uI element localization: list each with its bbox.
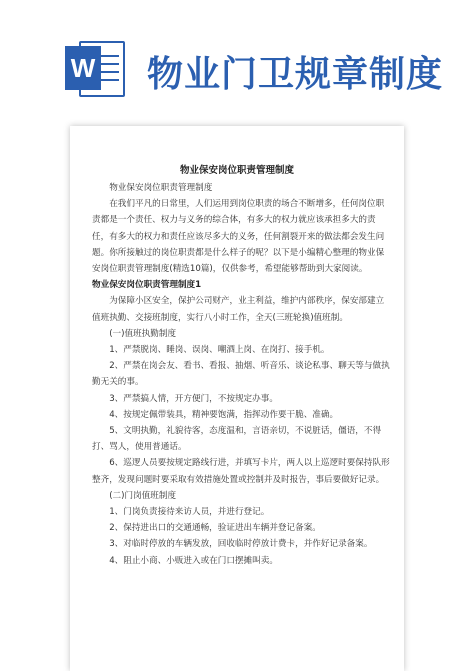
list-item: 5、文明执勤，礼貌待客，态度温和，言语亲切，不说脏话，僵语，不得打、骂人，使用普通话。 [92, 426, 382, 453]
list-item: 4、按规定佩带装具，精神要饱满，指挥动作要干脆、准确。 [109, 409, 339, 420]
subsection-heading: (二)门岗值班制度 [109, 490, 177, 501]
document-paragraph: 物业保安岗位职责管理制度 [109, 183, 213, 193]
document-body [92, 180, 392, 569]
list-item: 6、巡逻人员要按规定路线行进，并填写卡片，两人以上巡逻时要保持队形整齐，发现问题时要采取有效措施处置或控制并及时报告，事后要做好记录。 [92, 458, 390, 485]
subsection-heading: (一)值班执勤制度 [109, 328, 177, 339]
document-banner [0, 0, 474, 118]
word-letter: W [65, 46, 101, 90]
list-item: 1、严禁脱岗、睡岗、误岗、嘲酒上岗、在岗打、接手机。 [109, 345, 330, 356]
list-item: 2、保持进出口的交通通畅，验证进出车辆并登记备案。 [109, 523, 321, 534]
list-item: 3、严禁搞人情，开方便门，不按规定办事。 [109, 393, 278, 404]
list-item: 2、严禁在岗会友、看书、看报、抽烟、听音乐、谈论私事、聊天等与做执勤无关的事。 [92, 361, 390, 388]
document-title: 物业保安岗位职责管理制度 [179, 165, 294, 176]
section-heading: 物业保安岗位职责管理制度1 [92, 280, 202, 291]
word-document-icon [65, 37, 127, 99]
document-page [70, 126, 404, 671]
list-item: 3、对临时停放的车辆发放，回收临时停放计费卡，并作好记录备案。 [109, 539, 373, 550]
list-item: 1、门岗负责接待来访人员，并进行登记。 [109, 507, 270, 518]
document-paragraph: 为保障小区安全，保护公司财产，业主利益，维护内部秩序，保安部建立值班执勤、交接班制度，实行八小时工作，全天(三班轮换)值班制。 [92, 296, 385, 323]
list-item: 4、阻止小商、小贩进入或在门口摆摊叫卖。 [109, 555, 278, 566]
document-paragraph: 在我们平凡的日常里，人们运用到岗位职责的场合不断增多，任何岗位职责都是一个责任、权力与义务的综合体，有多大的权力就应该承担多大的责任，有多大的权力和责任应该尽多大的义务，任何割裂开来的做法都会发生问题。你所接触过的岗位职责都是什么样子的呢？以下是小编精心整理的物业保安岗位职责管理制度(精选10篇)，仅供参考，希望能够帮助到大家阅读。 [92, 199, 385, 275]
banner-title: 物业门卫规章制度 [147, 54, 444, 95]
